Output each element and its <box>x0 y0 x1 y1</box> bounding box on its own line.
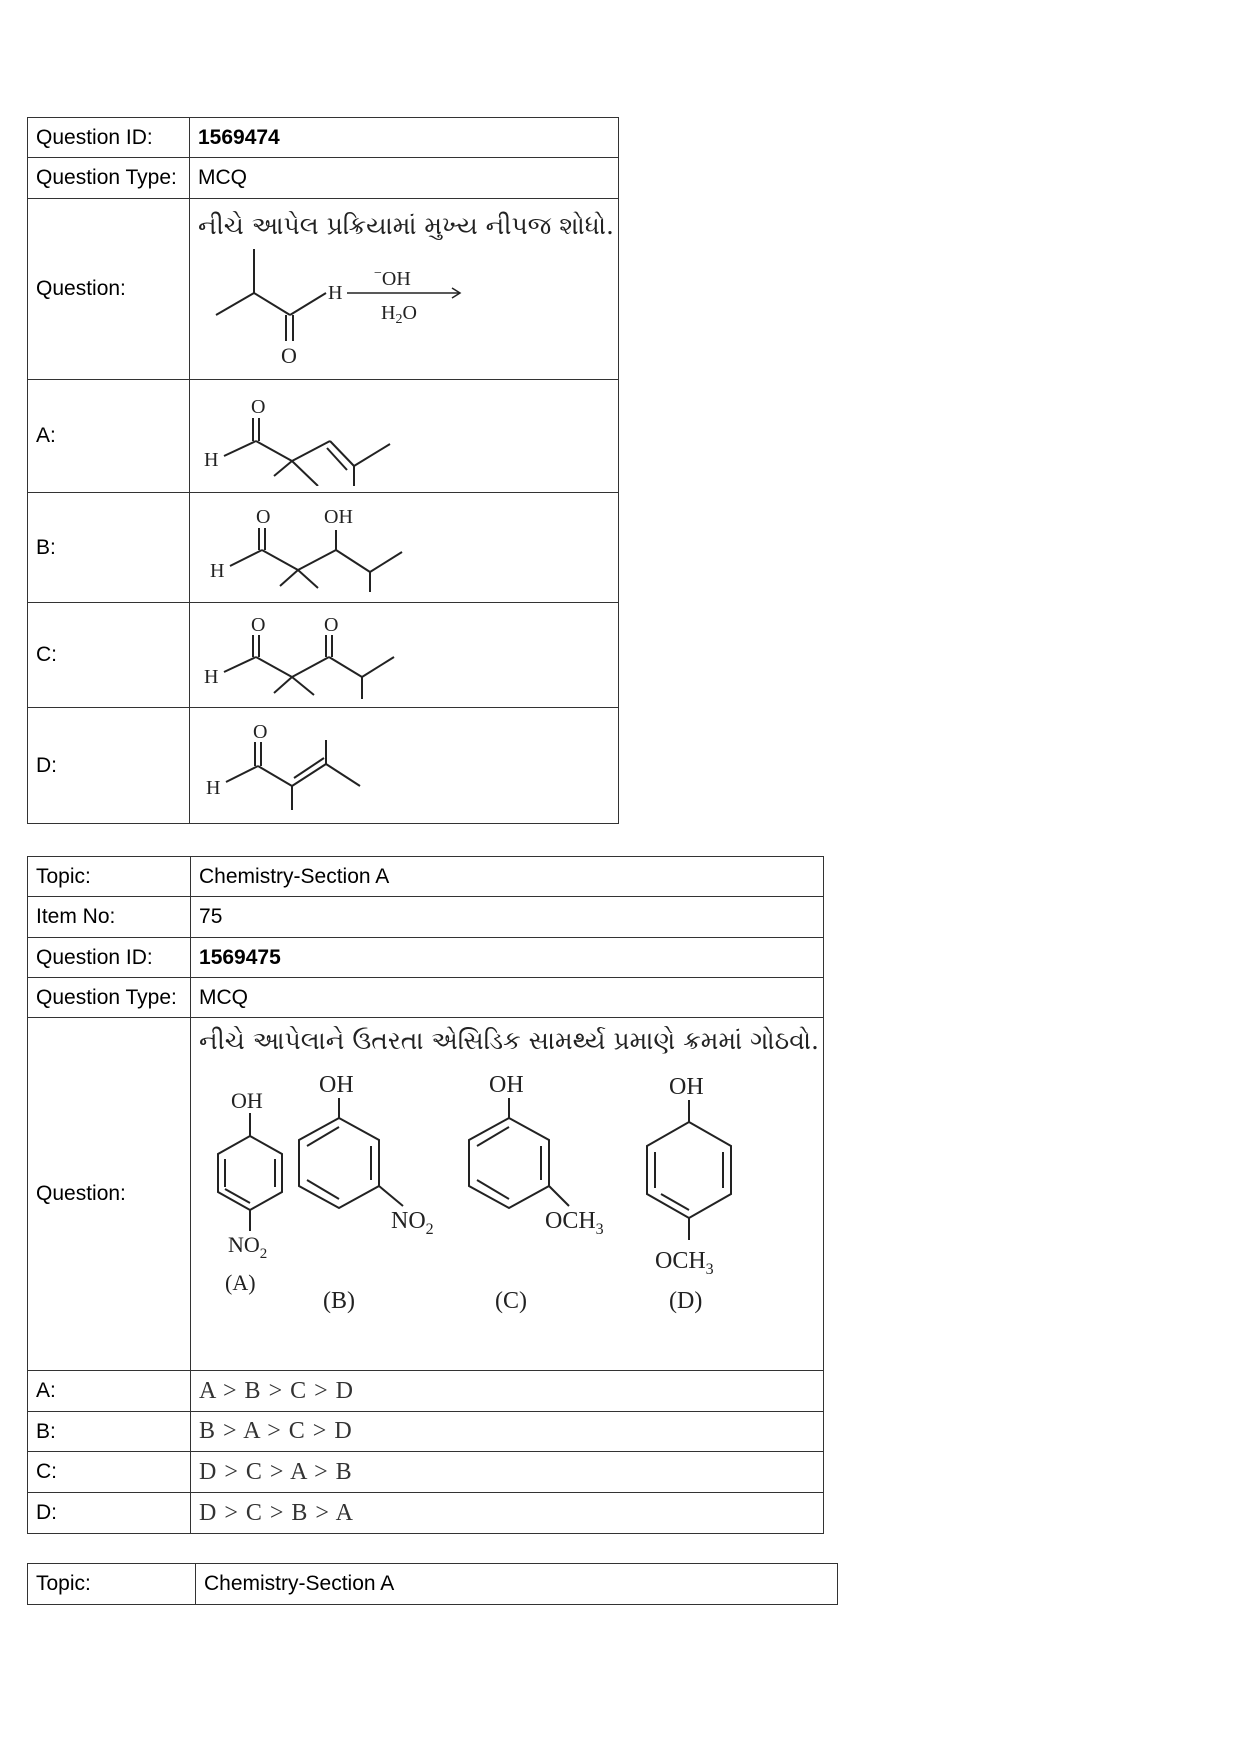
structure-b <box>299 1072 434 1314</box>
structure-c <box>469 1072 604 1314</box>
option-a-label: A: <box>28 380 190 493</box>
option-b-value[interactable]: B > A > C > D <box>191 1412 824 1452</box>
label-b: (B) <box>323 1288 356 1314</box>
option-b-row <box>28 493 619 603</box>
option-d-row <box>28 1493 824 1534</box>
reagent-hydroxide: −OH <box>373 266 411 290</box>
option-c-structure[interactable] <box>194 605 414 705</box>
topic-label: Topic: <box>28 1564 196 1605</box>
h-label: H <box>209 559 225 582</box>
och3-label: $OCH_3$ <box>545 1208 604 1238</box>
structure-d <box>647 1074 731 1314</box>
option-a-value[interactable]: A > B > C > D <box>191 1371 824 1412</box>
question-type-label: Question Type: <box>28 978 191 1018</box>
question-next-table <box>27 1563 838 1605</box>
structure-a <box>218 1088 282 1295</box>
option-a-structure[interactable] <box>194 386 414 486</box>
question-type-row <box>28 158 619 199</box>
h-label: H <box>203 666 219 688</box>
option-b-structure[interactable] <box>194 498 414 598</box>
o-label: O <box>250 614 266 636</box>
question-id-row <box>28 938 824 978</box>
oh-label: OH <box>669 1074 704 1100</box>
question-row <box>28 199 619 380</box>
phenol-structures <box>195 1056 815 1356</box>
option-b-row <box>28 1412 824 1452</box>
label-c: (C) <box>495 1288 528 1314</box>
topic-label: Topic: <box>28 857 191 897</box>
option-a-row <box>28 380 619 493</box>
topic-row <box>28 1564 838 1605</box>
question-type-value: MCQ <box>189 158 618 199</box>
h-label: H <box>203 449 219 471</box>
o-label: O <box>255 505 271 528</box>
question-id-label: Question ID: <box>28 938 191 978</box>
option-c-label: C: <box>28 603 190 708</box>
question-id-row <box>28 118 619 158</box>
option-c-content <box>189 603 618 708</box>
topic-row <box>28 857 824 897</box>
topic-value: Chemistry-Section A <box>191 857 824 897</box>
o-label-2: O <box>323 614 339 636</box>
option-a-row <box>28 1371 824 1412</box>
option-d-row <box>28 708 619 824</box>
label-d: (D) <box>669 1288 703 1314</box>
question-content <box>189 199 618 380</box>
question-row <box>28 1018 824 1371</box>
question-text: નીચે આપેલ પ્રક્રિયામાં મુખ્ય નીપજ શોધો. <box>197 211 614 240</box>
option-d-value[interactable]: D > C > B > A <box>191 1493 824 1534</box>
option-a-content <box>189 380 618 493</box>
option-d-structure[interactable] <box>194 716 414 816</box>
reagent-water: $H_2O$ <box>380 302 417 327</box>
topic-value: Chemistry-Section A <box>196 1564 838 1605</box>
option-c-row <box>28 1452 824 1493</box>
oh-label: OH <box>231 1088 263 1113</box>
option-b-label: B: <box>28 1412 191 1452</box>
option-a-label: A: <box>28 1371 191 1412</box>
question-1569474-table <box>27 117 619 824</box>
question-type-label: Question Type: <box>28 158 190 199</box>
question-1569475-table <box>27 856 824 1534</box>
question-id-label: Question ID: <box>28 118 190 158</box>
oh-label: OH <box>319 1072 354 1098</box>
h-label: H <box>205 776 221 799</box>
oh-label: OH <box>489 1072 524 1098</box>
question-id-value: 1569475 <box>191 938 824 978</box>
item-no-row <box>28 897 824 938</box>
question-type-value: MCQ <box>191 978 824 1018</box>
option-c-value[interactable]: D > C > A > B <box>191 1452 824 1493</box>
o-label: O <box>250 396 266 418</box>
option-b-label: B: <box>28 493 190 603</box>
question-content <box>191 1018 824 1371</box>
oh-label: OH <box>323 505 353 528</box>
reaction-scheme <box>194 241 494 371</box>
no2-label: $NO_2$ <box>391 1208 434 1238</box>
item-no-value: 75 <box>191 897 824 938</box>
option-d-content <box>189 708 618 824</box>
och3-label: $OCH_3$ <box>655 1248 714 1278</box>
question-id-value: 1569474 <box>189 118 618 158</box>
option-d-label: D: <box>28 708 190 824</box>
question-label: Question: <box>28 199 190 380</box>
o-label: O <box>252 720 268 743</box>
no2-label: $NO_2$ <box>228 1232 268 1262</box>
label-a: (A) <box>225 1270 256 1295</box>
option-b-content <box>189 493 618 603</box>
option-c-row <box>28 603 619 708</box>
item-no-label: Item No: <box>28 897 191 938</box>
option-c-label: C: <box>28 1452 191 1493</box>
reactant-h-label: H <box>327 282 343 304</box>
question-type-row <box>28 978 824 1018</box>
reactant-skeleton <box>216 249 326 341</box>
question-text: નીચે આપેલાને ઉતરતા એસિડિક સામર્થ્ય પ્રમાણે ક્રમમાં ગોઠવો. <box>199 1026 819 1055</box>
reactant-o-label: O <box>280 343 297 368</box>
question-label: Question: <box>28 1018 191 1371</box>
option-d-label: D: <box>28 1493 191 1534</box>
